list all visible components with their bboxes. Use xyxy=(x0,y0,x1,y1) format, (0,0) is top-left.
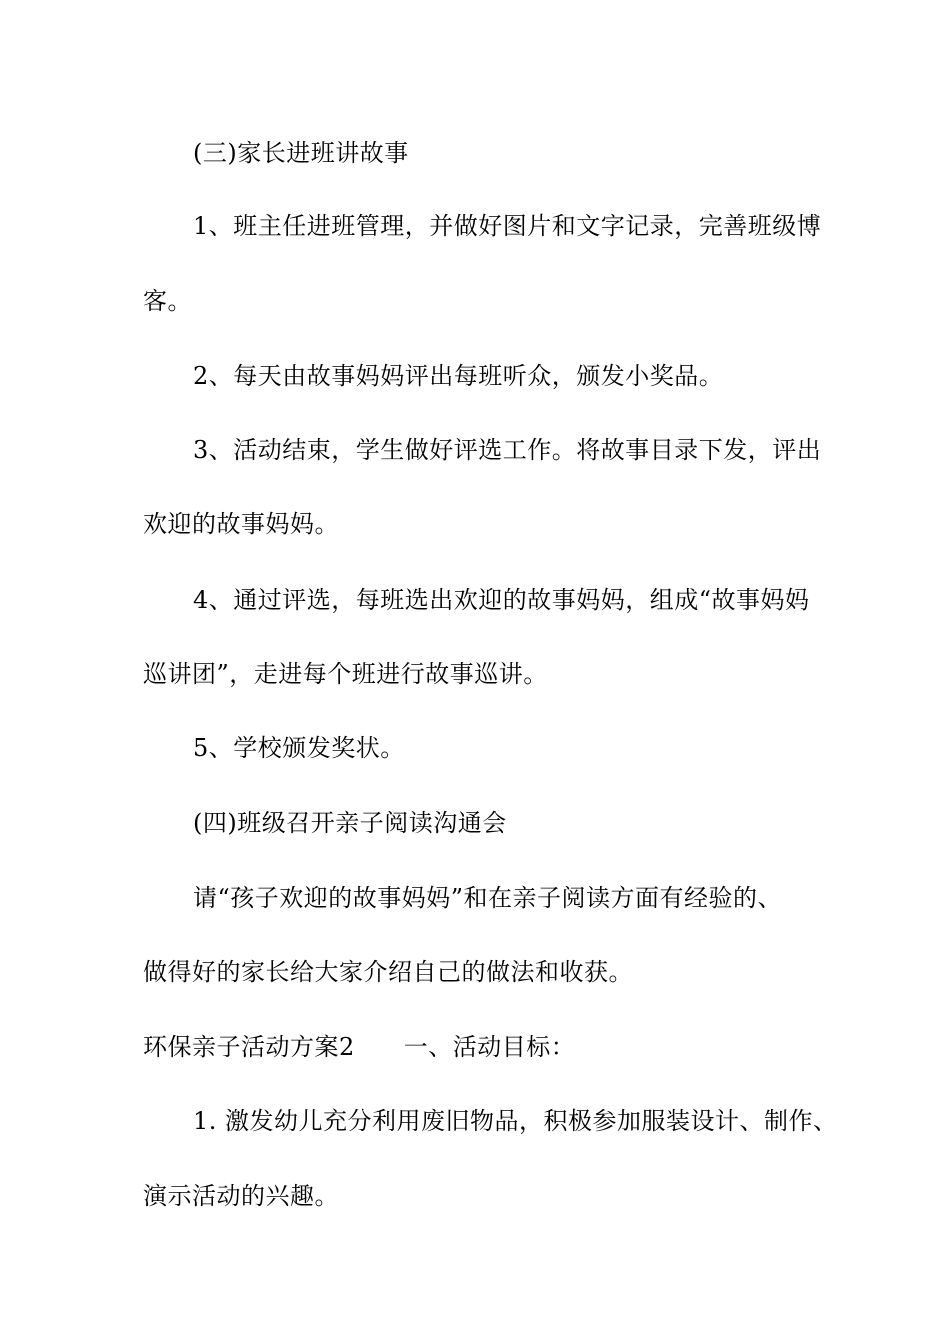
section-heading-3: (三)家长进班讲故事 xyxy=(193,139,409,167)
paragraph-line: 巡讲团”，走进每个班进行故事巡讲。 xyxy=(143,660,548,688)
paragraph-line: 3、活动结束，学生做好评选工作。将故事目录下发，评出 xyxy=(193,436,822,464)
section-heading-4: (四)班级召开亲子阅读沟通会 xyxy=(193,809,507,837)
paragraph-line: 1、班主任进班管理，并做好图片和文字记录，完善班级博 xyxy=(193,212,822,240)
paragraph-line: 请“孩子欢迎的故事妈妈”和在亲子阅读方面有经验的、 xyxy=(193,884,783,912)
paragraph-line: 演示活动的兴趣。 xyxy=(143,1182,339,1210)
paragraph-line: 欢迎的故事妈妈。 xyxy=(143,510,339,538)
paragraph-line: 5、学校颁发奖状。 xyxy=(193,734,405,762)
paragraph-line: 4、通过评选，每班选出欢迎的故事妈妈，组成“故事妈妈 xyxy=(193,586,810,614)
paragraph-line: 2、每天由故事妈妈评出每班听众，颁发小奖品。 xyxy=(193,362,724,390)
document-title-line: 环保亲子活动方案2 一、活动目标： xyxy=(143,1033,576,1061)
paragraph-line: 1. 激发幼儿充分利用废旧物品，积极参加服装设计、制作、 xyxy=(193,1107,838,1135)
paragraph-line: 做得好的家长给大家介绍自己的做法和收获。 xyxy=(143,958,633,986)
paragraph-line: 客。 xyxy=(143,287,192,315)
